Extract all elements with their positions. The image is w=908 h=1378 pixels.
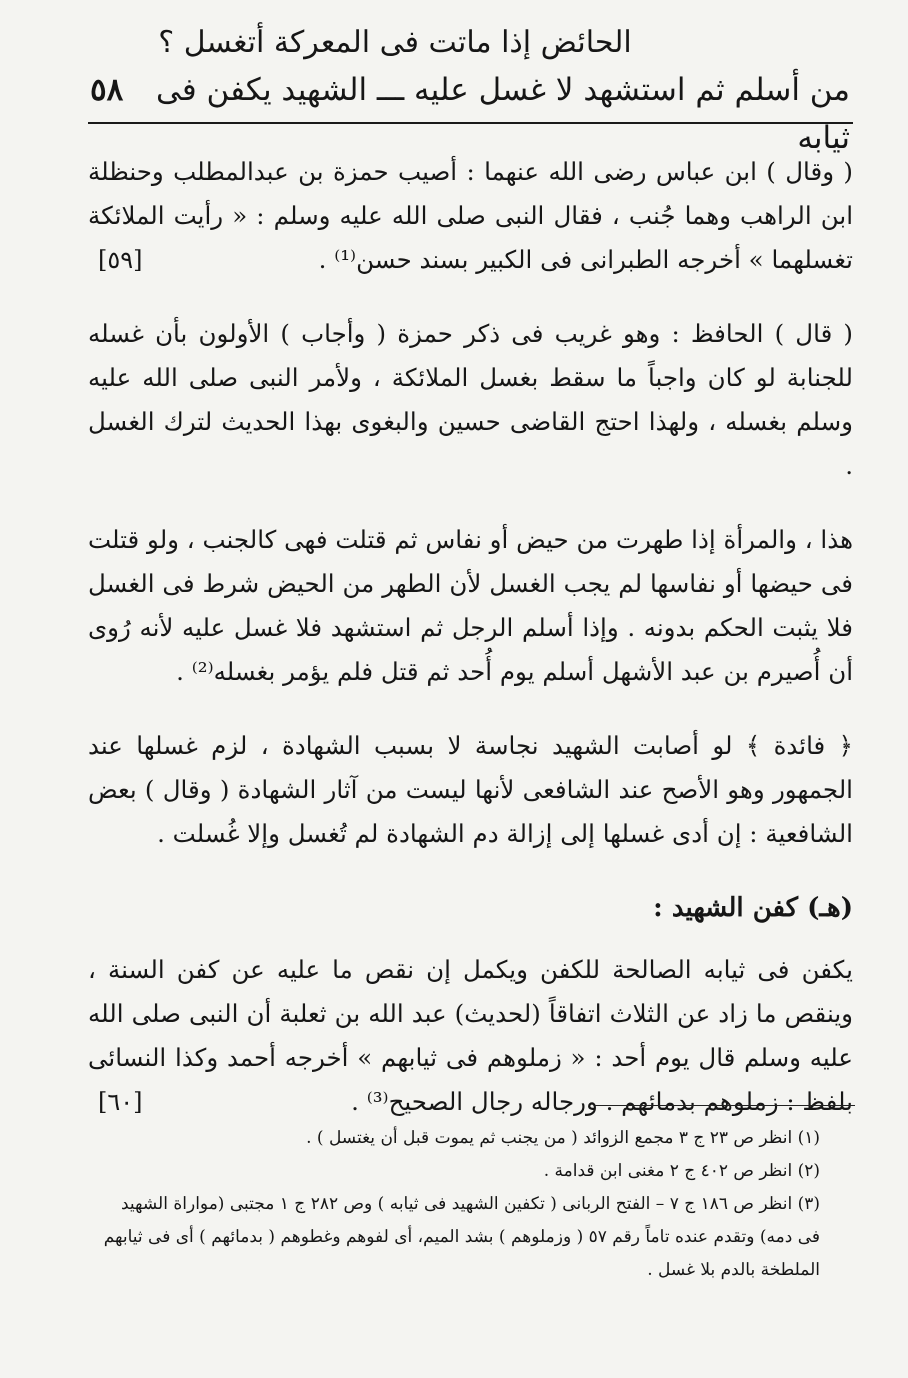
header-rule: [88, 122, 853, 124]
page-number: ٥٨: [90, 72, 124, 108]
hadith-number: [٥٩]: [98, 246, 143, 274]
paragraph-text: ( وقال ) ابن عباس رضى الله عنهما : أصيب حمزة بن عبدالمطلب وحنظلة ابن الراهب وهما جُنب ، فقال النبى صلى الله عليه وسلم : « رأيت الملائكة تغسلهما » أخرجه الطبرانى فى الكبير بسند حسن⁽¹⁾ .: [88, 157, 853, 274]
hadith-number: [٦٠]: [98, 1088, 143, 1116]
footnote: (١) انظر ص ٢٣ ج ٣ مجمع الزوائد ( من يجنب ثم يموت قبل أن يغتسل ) .: [306, 1128, 820, 1148]
subtitle-row: [90, 66, 850, 162]
running-title: الحائض إذا ماتت فى المعركة أتغسل ؟: [158, 25, 632, 60]
footnote: (٢) انظر ص ٤٠٢ ج ٢ مغنى ابن قدامة .: [543, 1161, 820, 1181]
paragraph-text: ( قال ) الحافظ : وهو غريب فى ذكر حمزة ( وأجاب ) الأولون بأن غسله للجنابة لو كان واجباً ما سقط بغسل الملائكة ، ولأمر النبى صلى الله عليه وسلم بغسله ، ولهذا احتج القاضى حسين والبغوى بهذا الحديث لترك الغسل .: [88, 319, 853, 480]
paragraph-text: يكفن فى ثيابه الصالحة للكفن ويكمل إن نقص ما عليه عن كفن السنة ، وينقص ما زاد عن الثلاث اتفاقاً (لحديث) عبد الله بن ثعلبة أن النبى صلى الله عليه وسلم قال يوم أحد : « زملوهم فى ثيابهم » أخرجه أحمد وكذا النسائى بلفظ : زملوهم بدمائهم . ورجاله رجال الصحيح⁽³⁾ .: [88, 955, 853, 1116]
page-header: [90, 22, 850, 162]
paragraph: [88, 948, 853, 1124]
paragraph: [88, 312, 853, 488]
paragraph: [88, 518, 853, 694]
paragraph-text: هذا ، والمرأة إذا طهرت من حيض أو نفاس ثم قتلت فهى كالجنب ، ولو قتلت فى حيضها أو نفاسها لم يجب الغسل لأن الطهر من الحيض شرط فى الغسل فلا يثبت الحكم بدونه . وإذا أسلم الرجل ثم استشهد فلا غسل عليه لأنه رُوى أن أُصيرم بن عبد الأشهل أسلم يوم أُحد ثم قتل فلم يؤمر بغسله⁽²⁾ .: [87, 525, 853, 686]
paragraph: [88, 150, 853, 282]
section-heading: (هـ) كفن الشهيد :: [653, 893, 853, 923]
paragraph-text: ﴿ فائدة ﴾ لو أصابت الشهيد نجاسة لا بسبب الشهادة ، لزم غسلها عند الجمهور وهو الأصح عند الشافعى لأنها ليست من آثار الشهادة ( وقال ) بعض الشافعية : إن أدى غسلها إلى إزالة دم الشهادة لم تُغسل وإلا غُسلت .: [88, 731, 853, 848]
paragraph: [88, 724, 853, 856]
footnote-rule: [595, 1105, 855, 1106]
chapter-subtitle: من أسلم ثم استشهد لا غسل عليه ـــ الشهيد يكفن فى ثيابه: [156, 72, 850, 156]
body-text: [88, 150, 853, 1154]
footnotes: [95, 1122, 820, 1287]
footnote: (٣) انظر ص ١٨٦ ج ٧ – الفتح الربانى ( تكفين الشهيد فى ثيابه ) وص ٢٨٢ ج ١ مجتبى (مواراة الشهيد فى دمه) وتقدم عنده تاماً رقم ٥٧ ( وزملوهم ) بشد الميم، أى لفوهم وغطوهم ( بدمائهم ) أى فى ثيابهم الملطخة بالدم بلا غسل .: [103, 1194, 820, 1280]
